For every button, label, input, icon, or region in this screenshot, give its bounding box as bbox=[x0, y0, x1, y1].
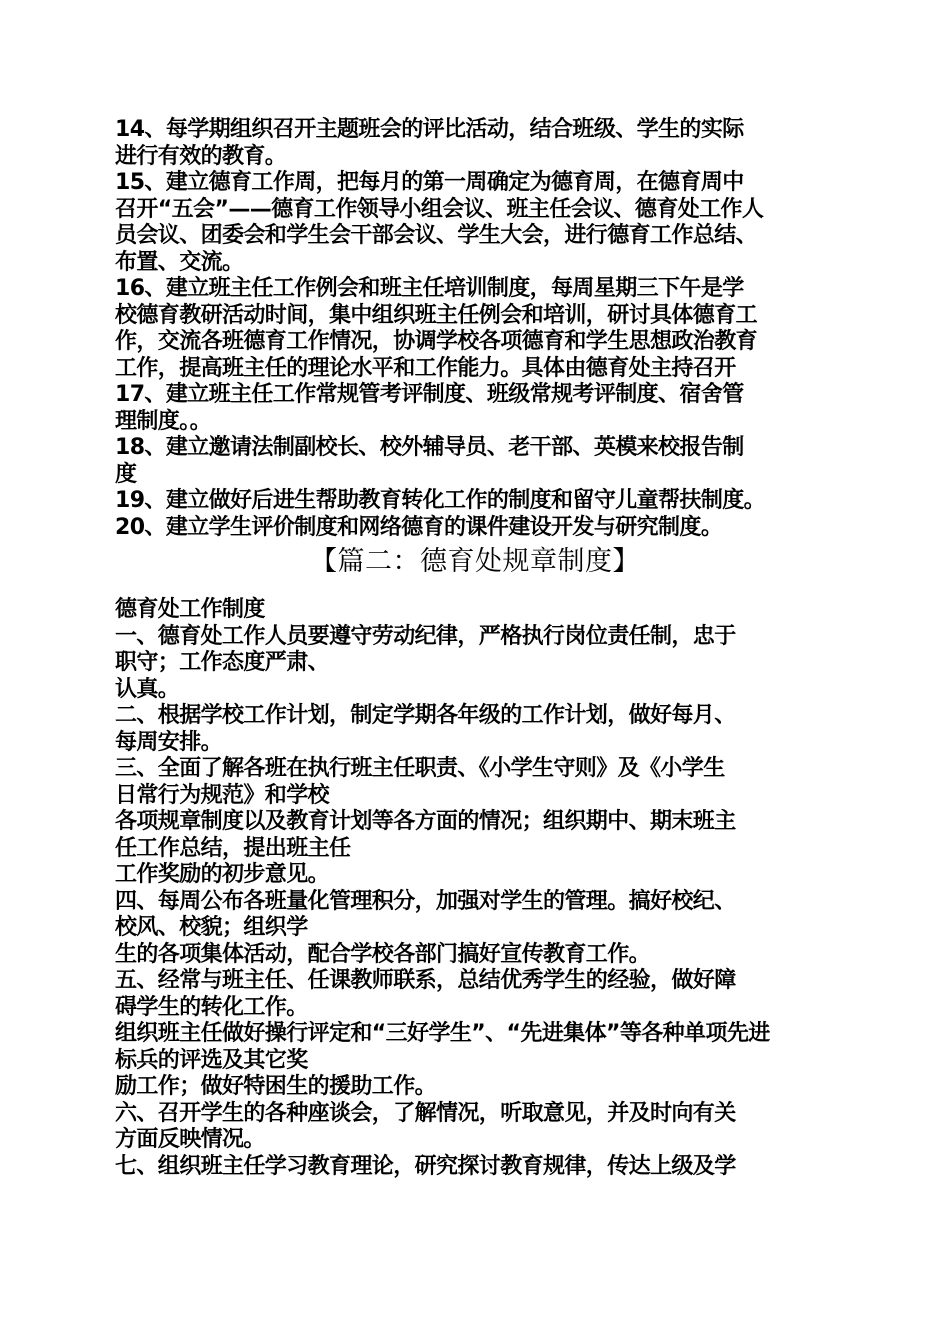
text-line: 17、建立班主任工作常规管考评制度、班级常规考评制度、宿舍管 bbox=[115, 382, 744, 407]
text-line: 方面反映情况。 bbox=[115, 1127, 265, 1152]
text-line: 一、德育处工作人员要遵守劳动纪律，严格执行岗位责任制，忠于 bbox=[115, 623, 736, 649]
section-heading: 【篇二：德育处规章制度】 bbox=[310, 546, 640, 577]
text-line: 度 bbox=[115, 461, 137, 487]
text-line: 校风、校貌；组织学 bbox=[115, 915, 308, 940]
text-line: 励工作；做好特困生的援助工作。 bbox=[115, 1074, 437, 1099]
text-line: 碍学生的转化工作。 bbox=[115, 994, 308, 1020]
text-line: 各项规章制度以及教育计划等各方面的情况；组织期中、期末班主 bbox=[115, 809, 736, 834]
text-line: 14、每学期组织召开主题班会的评比活动，结合班级、学生的实际 bbox=[115, 117, 744, 142]
text-line: 七、组织班主任学习教育理论，研究探讨教育规律，传达上级及学 bbox=[115, 1153, 736, 1179]
text-line: 生的各项集体活动，配合学校各部门搞好宣传教育工作。 bbox=[115, 941, 651, 967]
text-line: 作，交流各班德育工作情况，协调学校各项德育和学生思想政治教育 bbox=[115, 329, 758, 354]
text-line: 德育处工作制度 bbox=[115, 597, 265, 622]
text-line: 每周安排。 bbox=[115, 729, 223, 755]
text-line: 二、根据学校工作计划，制定学期各年级的工作计划，做好每月、 bbox=[115, 703, 736, 728]
text-line: 工作，提高班主任的理论水平和工作能力。具体由德育处主持召开 bbox=[115, 355, 736, 381]
spacer bbox=[115, 587, 835, 597]
text-line: 任工作总结，提出班主任 bbox=[115, 835, 351, 861]
text-line: 18、建立邀请法制副校长、校外辅导员、老干部、英模来校报告制 bbox=[115, 435, 744, 460]
text-line: 五、经常与班主任、任课教师联系，总结优秀学生的经验，做好障 bbox=[115, 968, 736, 993]
text-line: 职守；工作态度严肃、 bbox=[115, 650, 330, 675]
text-line: 工作奖励的初步意见。 bbox=[115, 862, 330, 887]
text-line: 组织班主任做好操行评定和“三好学生”、“先进集体”等各种单项先进 bbox=[115, 1021, 770, 1046]
text-line: 理制度。。 bbox=[115, 408, 212, 434]
text-line: 标兵的评选及其它奖 bbox=[115, 1047, 308, 1073]
text-line: 员会议、团委会和学生会干部会议、学生大会，进行德育工作总结、 bbox=[115, 223, 758, 248]
text-line: 16、建立班主任工作例会和班主任培训制度，每周星期三下午是学 bbox=[115, 276, 744, 301]
text-line: 19、建立做好后进生帮助教育转化工作的制度和留守儿童帮扶制度。 bbox=[115, 488, 766, 513]
text-line: 日常行为规范》和学校 bbox=[115, 782, 330, 808]
text-line: 召开“五会”——德育工作领导小组会议、班主任会议、德育处工作人 bbox=[115, 196, 764, 222]
text-line: 20、建立学生评价制度和网络德育的课件建设开发与研究制度。 bbox=[115, 514, 723, 540]
text-line: 15、建立德育工作周，把每月的第一周确定为德育周，在德育周中 bbox=[115, 170, 744, 195]
document-page bbox=[115, 117, 835, 1180]
text-line: 认真。 bbox=[115, 676, 180, 702]
text-line: 三、全面了解各班在执行班主任职责、《小学生守则》及《小学生 bbox=[115, 756, 725, 781]
regulation-list-part2 bbox=[115, 597, 835, 1180]
text-line: 布置、交流。 bbox=[115, 249, 244, 275]
text-line: 六、召开学生的各种座谈会，了解情况，听取意见，并及时向有关 bbox=[115, 1100, 736, 1126]
regulation-list-part1 bbox=[115, 117, 835, 541]
text-line: 进行有效的教育。 bbox=[115, 143, 287, 169]
text-line: 四、每周公布各班量化管理积分，加强对学生的管理。搞好校纪、 bbox=[115, 888, 736, 914]
text-line: 校德育教研活动时间，集中组织班主任例会和培训，研讨具体德育工 bbox=[115, 302, 758, 328]
